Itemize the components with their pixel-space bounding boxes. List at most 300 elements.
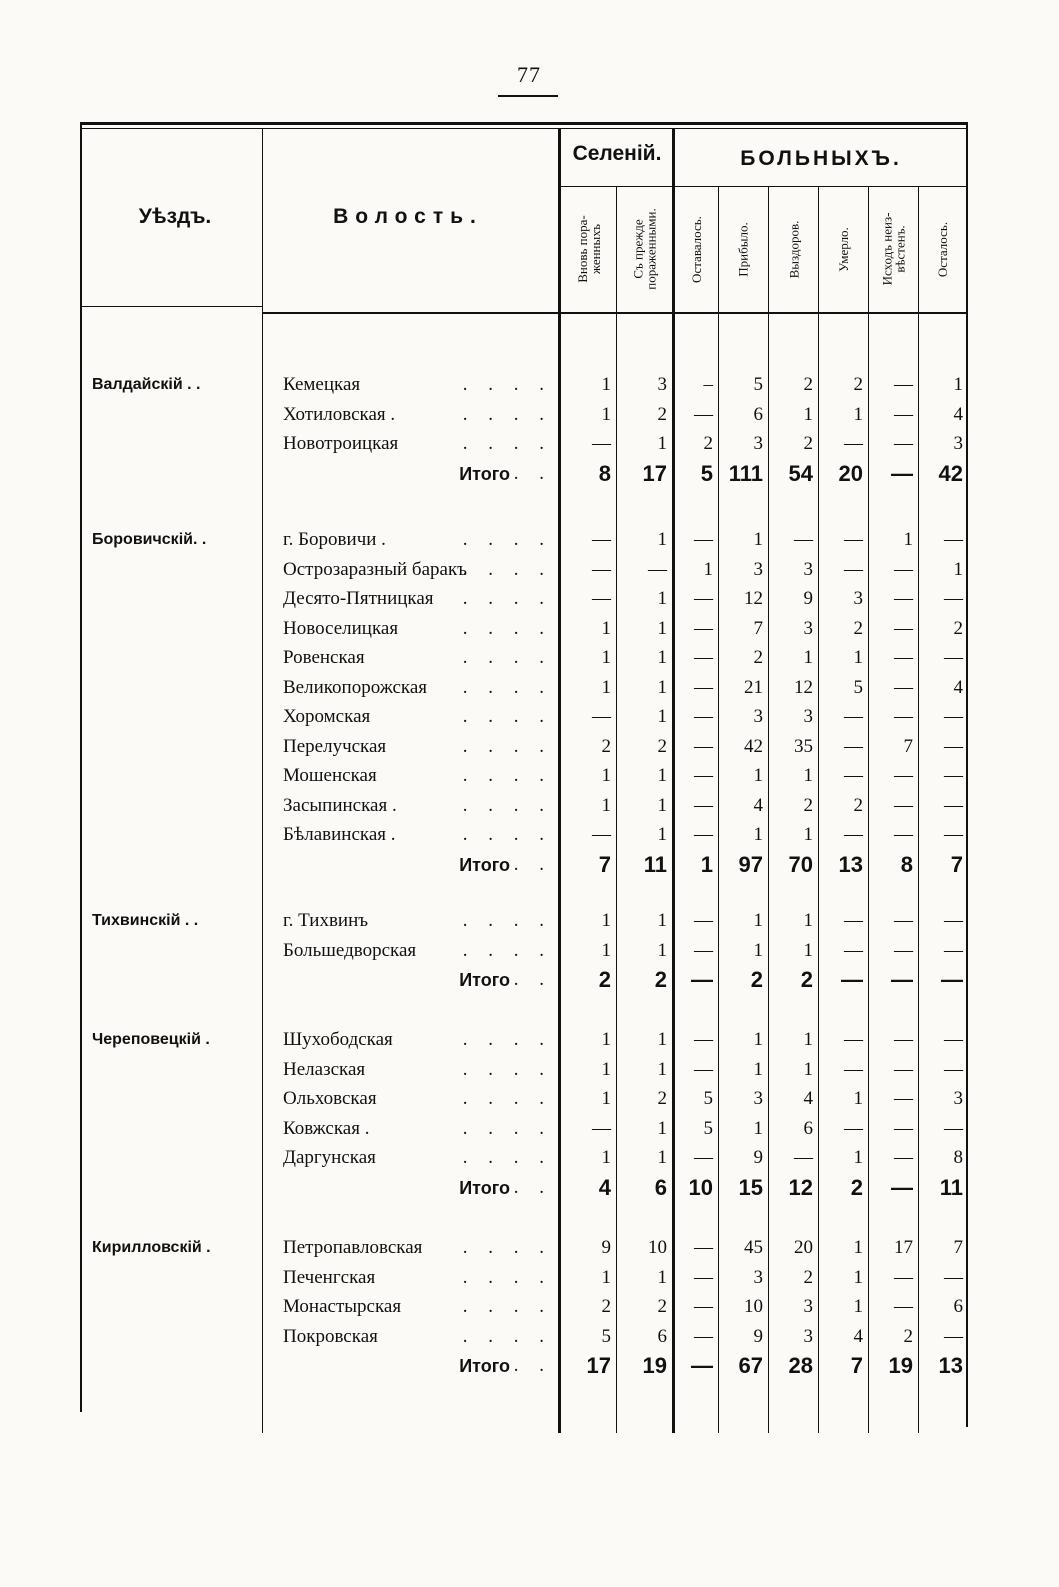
value-cell: 1 [703, 559, 713, 580]
value-cell: — [694, 618, 713, 639]
value-cell: 1 [853, 1147, 863, 1168]
value-cell: 12 [794, 677, 813, 698]
value-cell: — [844, 940, 863, 961]
value-cell: 3 [953, 433, 963, 454]
value-cell: — [944, 795, 963, 816]
total-value-cell: 19 [642, 1353, 667, 1378]
total-value-cell: 17 [586, 1353, 611, 1378]
value-cell: 1 [657, 588, 667, 609]
total-value-cell: — [891, 1175, 913, 1200]
value-cell: — [592, 588, 611, 609]
leader-dots: . . . . [462, 706, 552, 727]
total-value-cell: — [891, 461, 913, 486]
table-row [0, 1055, 1059, 1085]
total-value-cell: 54 [788, 461, 813, 486]
value-cell: 1 [853, 1088, 863, 1109]
leader-dots: . . . . [462, 1059, 552, 1080]
value-cell: — [894, 910, 913, 931]
leader-dots: . . [513, 1177, 552, 1198]
value-cell: — [944, 588, 963, 609]
total-row [0, 850, 1059, 880]
value-cell: 4 [953, 677, 963, 698]
table-row [0, 820, 1059, 850]
total-row [0, 1173, 1059, 1203]
colhead-iskhod: Исходъ неиз- вѣстенъ. [879, 212, 908, 286]
value-cell: 1 [601, 795, 611, 816]
value-cell: 3 [753, 433, 763, 454]
leader-dots: . . [513, 1355, 552, 1376]
table-row [0, 1084, 1059, 1114]
value-cell: 1 [657, 824, 667, 845]
value-cell: 9 [601, 1237, 611, 1258]
leader-dots: . . . . [462, 1147, 552, 1168]
volost-name: Засыпинская . [283, 795, 397, 816]
value-cell: 9 [753, 1326, 763, 1347]
table-top-rule [80, 122, 968, 125]
value-cell: 1 [601, 765, 611, 786]
table-row [0, 1322, 1059, 1352]
value-cell: 35 [794, 736, 813, 757]
total-value-cell: 97 [738, 852, 763, 877]
value-cell: 3 [753, 559, 763, 580]
header-volost: Волость. [333, 205, 483, 228]
colhead-ostavalos: Оставалось. [689, 215, 705, 283]
value-cell: — [894, 677, 913, 698]
total-value-cell: 8 [598, 461, 611, 486]
header-uezd: Уѣздъ. [138, 205, 212, 228]
value-cell: 3 [803, 618, 813, 639]
uezd-name: Боровичскій. . [92, 531, 207, 548]
value-cell: 20 [794, 1237, 813, 1258]
total-value-cell: — [691, 1353, 713, 1378]
value-cell: 3 [803, 706, 813, 727]
value-cell: 2 [953, 618, 963, 639]
value-cell: 1 [657, 940, 667, 961]
value-cell: 1 [803, 404, 813, 425]
value-cell: — [894, 824, 913, 845]
value-cell: — [694, 1237, 713, 1258]
value-cell: — [894, 1147, 913, 1168]
table-row [0, 791, 1059, 821]
volost-name: Великопорожская [283, 677, 428, 698]
value-cell: 1 [657, 910, 667, 931]
value-cell: — [592, 1118, 611, 1139]
value-cell: — [894, 588, 913, 609]
leader-dots: . . . . [462, 404, 552, 425]
value-cell: 1 [657, 647, 667, 668]
value-cell: — [694, 588, 713, 609]
total-label: Итого [459, 1356, 510, 1376]
value-cell: 1 [657, 433, 667, 454]
header-bottom-rule-left [80, 306, 262, 307]
total-value-cell: 2 [598, 967, 611, 992]
total-value-cell: 11 [643, 852, 667, 877]
volost-name: Хоромская [283, 706, 371, 727]
colhead-umerlo: Умерло. [836, 226, 851, 272]
value-cell: 1 [657, 1029, 667, 1050]
leader-dots: . . . . [462, 1326, 552, 1347]
value-cell: 10 [648, 1237, 667, 1258]
value-cell: 7 [903, 736, 913, 757]
value-cell: — [944, 1059, 963, 1080]
value-cell: — [844, 824, 863, 845]
total-value-cell: 20 [838, 461, 863, 486]
value-cell: — [694, 736, 713, 757]
colhead-vnov: Вновь пора- женныхъ [575, 215, 604, 283]
volost-name: Новотроицкая [283, 433, 399, 454]
value-cell: 3 [753, 1088, 763, 1109]
value-cell: 2 [803, 1267, 813, 1288]
value-cell: — [894, 795, 913, 816]
header-bolnykh: БОЛЬНЫХЪ. [740, 147, 902, 170]
value-cell: — [592, 433, 611, 454]
value-cell: 1 [601, 910, 611, 931]
value-cell: 2 [657, 404, 667, 425]
total-value-cell: 11 [939, 1175, 963, 1200]
total-label: Итого [459, 970, 510, 990]
leader-dots: . . [513, 463, 552, 484]
value-cell: 10 [744, 1296, 763, 1317]
value-cell: 1 [657, 618, 667, 639]
value-cell: — [944, 910, 963, 931]
total-value-cell: 4 [598, 1175, 611, 1200]
value-cell: — [844, 765, 863, 786]
volost-name: г. Боровичи . [283, 529, 386, 550]
value-cell: 4 [753, 795, 763, 816]
value-cell: — [794, 1147, 813, 1168]
value-cell: 3 [753, 706, 763, 727]
value-cell: 17 [894, 1237, 913, 1258]
value-cell: 1 [803, 910, 813, 931]
volost-name: Нелазская [283, 1059, 366, 1080]
value-cell: 1 [803, 1059, 813, 1080]
value-cell: 2 [853, 374, 863, 395]
total-value-cell: 7 [850, 1353, 863, 1378]
value-cell: — [694, 910, 713, 931]
value-cell: 3 [803, 559, 813, 580]
value-cell: — [944, 1029, 963, 1050]
value-cell: 1 [803, 647, 813, 668]
total-value-cell: 2 [750, 967, 763, 992]
value-cell: 2 [803, 795, 813, 816]
volost-name: Покровская [283, 1326, 378, 1347]
value-cell: 9 [753, 1147, 763, 1168]
total-label: Итого [459, 464, 510, 484]
table-row [0, 1025, 1059, 1055]
volost-name: Шухободская [283, 1029, 393, 1050]
total-label: Итого [459, 1178, 510, 1198]
value-cell: — [944, 824, 963, 845]
leader-dots: . . . . [462, 940, 552, 961]
value-cell: — [694, 1296, 713, 1317]
page-number: 77 [517, 62, 541, 87]
leader-dots: . . . . [462, 529, 552, 550]
total-label: Итого [459, 855, 510, 875]
value-cell: — [894, 1267, 913, 1288]
total-value-cell: 111 [728, 461, 763, 486]
value-cell: 2 [803, 374, 813, 395]
value-cell: – [703, 374, 713, 395]
value-cell: 42 [744, 736, 763, 757]
value-cell: 3 [657, 374, 667, 395]
value-cell: — [894, 1088, 913, 1109]
value-cell: 3 [953, 1088, 963, 1109]
value-cell: — [944, 1326, 963, 1347]
value-cell: — [844, 559, 863, 580]
uezd-name: Череповецкій . [92, 1031, 210, 1048]
value-cell: 1 [953, 559, 963, 580]
value-cell: 2 [853, 618, 863, 639]
value-cell: 8 [953, 1147, 963, 1168]
leader-dots: . . . . [462, 1267, 552, 1288]
value-cell: 1 [657, 1267, 667, 1288]
value-cell: 1 [803, 824, 813, 845]
table-row [0, 614, 1059, 644]
total-value-cell: 12 [788, 1175, 813, 1200]
table-row [0, 1114, 1059, 1144]
value-cell: — [694, 824, 713, 845]
value-cell: 1 [657, 765, 667, 786]
value-cell: 1 [803, 765, 813, 786]
leader-dots: . . . . [462, 736, 552, 757]
total-value-cell: 7 [598, 852, 611, 877]
total-value-cell: 28 [788, 1353, 813, 1378]
table-row [0, 643, 1059, 673]
value-cell: 3 [803, 1326, 813, 1347]
value-cell: 7 [753, 618, 763, 639]
total-value-cell: 13 [838, 852, 863, 877]
value-cell: 2 [903, 1326, 913, 1347]
value-cell: — [894, 374, 913, 395]
value-cell: 1 [753, 1118, 763, 1139]
volost-name: Новоселицкая [283, 618, 399, 639]
total-value-cell: 8 [900, 852, 913, 877]
value-cell: 4 [803, 1088, 813, 1109]
value-cell: 6 [753, 404, 763, 425]
value-cell: 1 [601, 647, 611, 668]
value-cell: 1 [753, 910, 763, 931]
total-value-cell: 19 [888, 1353, 913, 1378]
value-cell: 1 [601, 1088, 611, 1109]
value-cell: 5 [703, 1088, 713, 1109]
value-cell: — [844, 529, 863, 550]
total-value-cell: 6 [654, 1175, 667, 1200]
leader-dots: . . . . [462, 433, 552, 454]
volost-name: Кемецкая [283, 374, 361, 395]
value-cell: 1 [657, 1118, 667, 1139]
table-top-rule-thin [80, 128, 968, 129]
value-cell: 2 [601, 736, 611, 757]
value-cell: 2 [601, 1296, 611, 1317]
table-row [0, 702, 1059, 732]
uezd-name: Кирилловскій . [92, 1239, 211, 1256]
value-cell: 1 [803, 940, 813, 961]
volost-name: Хотиловская . [283, 404, 396, 425]
value-cell: — [944, 647, 963, 668]
total-value-cell: 2 [800, 967, 813, 992]
value-cell: — [844, 736, 863, 757]
value-cell: 1 [601, 940, 611, 961]
volost-name: Даргунская [283, 1147, 376, 1168]
value-cell: — [944, 940, 963, 961]
value-cell: 1 [657, 795, 667, 816]
colhead-vyzdorov: Выздоров. [786, 220, 801, 278]
volost-name: Острозаразный баракъ [283, 559, 468, 580]
value-cell: 2 [703, 433, 713, 454]
volost-name: г. Тихвинъ [283, 910, 369, 931]
volost-name: Перелучская [283, 736, 387, 757]
total-value-cell: — [891, 967, 913, 992]
value-cell: — [694, 706, 713, 727]
leader-dots: . . . . [462, 618, 552, 639]
value-cell: 1 [601, 1029, 611, 1050]
total-value-cell: 67 [738, 1353, 763, 1378]
total-value-cell: 2 [654, 967, 667, 992]
table-row [0, 732, 1059, 762]
table-row [0, 1292, 1059, 1322]
value-cell: 1 [753, 1059, 763, 1080]
leader-dots: . . . . [462, 374, 552, 395]
volost-name: Ровенская [283, 647, 365, 668]
value-cell: — [694, 940, 713, 961]
value-cell: — [694, 1147, 713, 1168]
value-cell: — [944, 706, 963, 727]
value-cell: — [944, 765, 963, 786]
table-row [0, 429, 1059, 459]
value-cell: 6 [953, 1296, 963, 1317]
volost-name: Мошенская [283, 765, 377, 786]
value-cell: 1 [657, 1059, 667, 1080]
total-value-cell: 1 [700, 852, 713, 877]
value-cell: — [844, 910, 863, 931]
value-cell: 1 [753, 940, 763, 961]
value-cell: 1 [953, 374, 963, 395]
value-cell: — [894, 1296, 913, 1317]
value-cell: 45 [744, 1237, 763, 1258]
total-value-cell: 10 [688, 1175, 713, 1200]
volost-name: Печенгская [283, 1267, 376, 1288]
total-value-cell: 13 [938, 1353, 963, 1378]
value-cell: 1 [853, 404, 863, 425]
leader-dots: . . . . [462, 1088, 552, 1109]
value-cell: — [694, 404, 713, 425]
value-cell: — [894, 647, 913, 668]
value-cell: — [592, 559, 611, 580]
value-cell: 5 [601, 1326, 611, 1347]
value-cell: — [592, 706, 611, 727]
table-row [0, 400, 1059, 430]
value-cell: 3 [753, 1267, 763, 1288]
value-cell: 2 [803, 433, 813, 454]
value-cell: — [694, 1267, 713, 1288]
value-cell: 1 [601, 1267, 611, 1288]
value-cell: — [694, 795, 713, 816]
total-value-cell: — [941, 967, 963, 992]
value-cell: — [694, 765, 713, 786]
table-row [0, 525, 1059, 555]
table-row [0, 673, 1059, 703]
volost-name: Монастырская [283, 1296, 402, 1317]
value-cell: 5 [853, 677, 863, 698]
table-row [0, 1263, 1059, 1293]
volost-name: Петропавловская [283, 1237, 423, 1258]
leader-dots: . . . . [462, 677, 552, 698]
volost-name: Ковжская . [283, 1118, 370, 1139]
value-cell: 6 [803, 1118, 813, 1139]
value-cell: 7 [953, 1237, 963, 1258]
total-value-cell: 2 [850, 1175, 863, 1200]
value-cell: 12 [744, 588, 763, 609]
value-cell: 1 [601, 618, 611, 639]
leader-dots: . . . . [462, 824, 552, 845]
leader-dots: . . . . [462, 910, 552, 931]
value-cell: 4 [953, 404, 963, 425]
table-row [0, 555, 1059, 585]
value-cell: 21 [744, 677, 763, 698]
value-cell: 1 [853, 647, 863, 668]
table-row [0, 1233, 1059, 1263]
volost-name: Большедворская [283, 940, 417, 961]
value-cell: 1 [657, 677, 667, 698]
header-seleniy: Селеній. [572, 142, 662, 165]
leader-dots: . . [513, 854, 552, 875]
leader-dots: . . [513, 969, 552, 990]
value-cell: — [694, 1326, 713, 1347]
value-cell: — [894, 940, 913, 961]
value-cell: — [844, 433, 863, 454]
value-cell: — [894, 706, 913, 727]
table-row [0, 906, 1059, 936]
uezd-name: Тихвинскій . . [92, 912, 199, 929]
uezd-name: Валдайскій . . [92, 376, 201, 393]
table-row [0, 936, 1059, 966]
colhead-ostalos: Осталось. [935, 221, 950, 277]
header-bottom-rule [262, 312, 968, 314]
value-cell: — [894, 618, 913, 639]
colhead-s-prezhde: Съ прежде пораженными. [630, 208, 659, 290]
total-value-cell: 42 [938, 461, 963, 486]
value-cell: — [894, 433, 913, 454]
value-cell: — [592, 824, 611, 845]
value-cell: 1 [601, 1147, 611, 1168]
value-cell: — [894, 559, 913, 580]
leader-dots: . . . . [462, 647, 552, 668]
value-cell: 2 [657, 1296, 667, 1317]
value-cell: — [844, 1029, 863, 1050]
total-row [0, 1351, 1059, 1381]
leader-dots: . . . . [462, 765, 552, 786]
value-cell: 2 [853, 795, 863, 816]
total-value-cell: 70 [788, 852, 813, 877]
value-cell: 1 [853, 1237, 863, 1258]
total-value-cell: — [841, 967, 863, 992]
value-cell: 1 [753, 765, 763, 786]
value-cell: — [694, 1029, 713, 1050]
leader-dots: . . . . [462, 1029, 552, 1050]
value-cell: 3 [853, 588, 863, 609]
page-number-rule [498, 95, 558, 97]
value-cell: — [894, 404, 913, 425]
value-cell: 1 [601, 374, 611, 395]
total-value-cell: 5 [700, 461, 713, 486]
value-cell: 9 [803, 588, 813, 609]
value-cell: 2 [657, 1088, 667, 1109]
value-cell: 1 [601, 404, 611, 425]
leader-dots: . . . . [462, 1296, 552, 1317]
leader-dots: . . . . [462, 1118, 552, 1139]
value-cell: — [694, 647, 713, 668]
value-cell: 5 [703, 1118, 713, 1139]
